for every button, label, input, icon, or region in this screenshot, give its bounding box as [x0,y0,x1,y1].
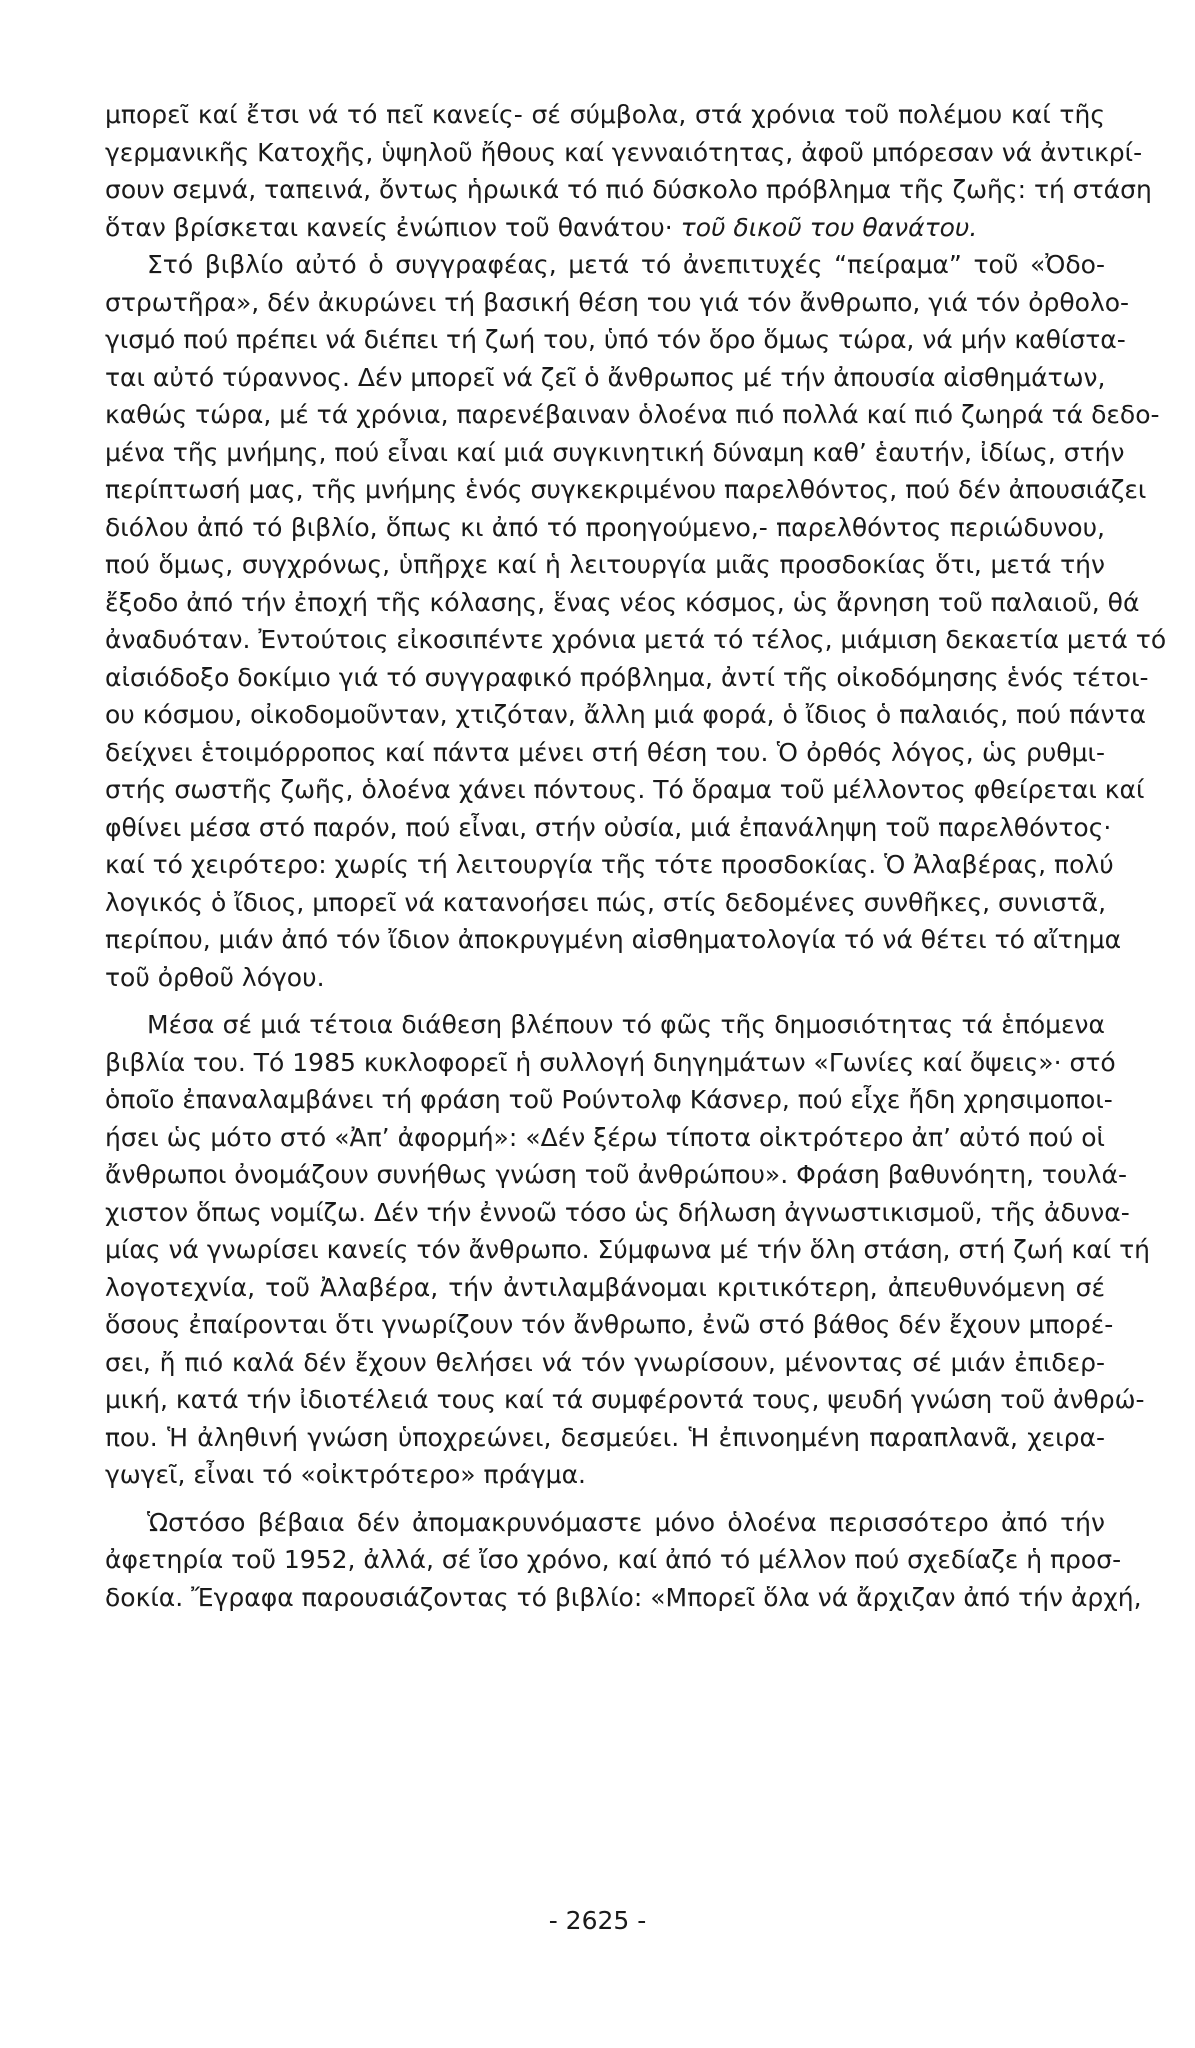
text-line: ἄνθρωποι ὀνομάζουν συνήθως γνώση τοῦ ἀνθρώπου». Φράση βαθυνόητη, τουλά- [105,1160,1127,1189]
text-line: λογικός ὁ ἴδιος, μπορεῖ νά κατανοήσει πώς, στίς δεδομένες συνθῆκες, συνιστᾶ, [105,887,1107,917]
page-number: - 2625 - [548,1906,647,1935]
text-line: μπορεῖ καί ἔτσι νά τό πεῖ κανείς- σέ σύμβολα, στά χρόνια τοῦ πολέμου καί τῆς [105,100,1105,129]
text-line: περίπτωσή μας, τῆς μνήμης ἑνός συγκεκριμένου παρελθόντος, πού δέν ἀπουσιάζει [105,475,1147,504]
text-line: στρωτῆρα», δέν ἀκυρώνει τή βασική θέση του γιά τόν ἄνθρωπο, γιά τόν ὀρθολο- [105,287,1130,317]
paragraph-2 [105,246,1167,996]
italic-phrase: τοῦ δικοῦ του θανάτου. [680,212,978,242]
text-line: μική, κατά τήν ἰδιοτέλειά τους καί τά συμφέροντά τους, ψευδή γνώση τοῦ ἀνθρώ- [105,1385,1145,1414]
text-line: Στό βιβλίο αὐτό ὁ συγγραφέας, μετά τό ἀνεπιτυχές “πείραμα” τοῦ «Ὀδο- [147,250,1105,279]
text-line: μένα τῆς μνήμης, πού εἶναι καί μιά συγκινητική δύναμη καθ’ ἑαυτήν, ἰδίως, στήν [105,437,1125,467]
text-line: ἀναδυόταν. Ἐντούτοις εἰκοσιπέντε χρόνια μετά τό τέλος, μιάμιση δεκαετία μετά τό [105,625,1167,654]
text-line: πού ὅμως, συγχρόνως, ὑπῆρχε καί ἡ λειτουργία μιᾶς προσδοκίας ὅτι, μετά τήν [105,550,1105,579]
text-line: ται αὐτό τύραννος. Δέν μπορεῖ νά ζεῖ ὁ ἄνθρωπος μέ τήν ἀπουσία αἰσθημάτων, [105,362,1106,392]
text-line: διόλου ἀπό τό βιβλίο, ὅπως κι ἀπό τό προηγούμενο,- παρελθόντος περιώδυνου, [105,512,1105,542]
text-line: που. Ἡ ἀληθινή γνώση ὑποχρεώνει, δεσμεύει. Ἡ ἐπινοημένη παραπλανᾶ, χειρα- [105,1422,1105,1452]
text-line: δοκία. Ἔγραφα παρουσιάζοντας τό βιβλίο: «Μπορεῖ ὅλα νά ἄρχιζαν ἀπό τήν ἀρχή, [105,1582,1142,1612]
text-line [105,209,1105,247]
text-line: ἀφετηρία τοῦ 1952, ἀλλά, σέ ἴσο χρόνο, καί ἀπό τό μέλλον πού σχεδίαζε ἡ προσ- [105,1545,1122,1574]
text-line: Ὡστόσο βέβαια δέν ἀπομακρυνόμαστε μόνο ὁλοένα περισσότερο ἀπό τήν [147,1507,1105,1537]
text-line: καί τό χειρότερο: χωρίς τή λειτουργία τῆς τότε προσδοκίας. Ὁ Ἀλαβέρας, πολύ [105,850,1114,879]
line-text: ὅταν βρίσκεται κανείς ἐνώπιον τοῦ θανάτου· [105,212,673,242]
text-line: μίας νά γνωρίσει κανείς τόν ἄνθρωπο. Σύμφωνα μέ τήν ὅλη στάση, στή ζωή καί τή [105,1235,1150,1264]
text-line: γισμό πού πρέπει νά διέπει τή ζωή του, ὑπό τόν ὅρο ὅμως τώρα, νά μήν καθίστα- [105,325,1126,354]
paragraph-3 [105,1006,1150,1494]
text-line: ὁποῖο ἐπαναλαμβάνει τή φράση τοῦ Ρούντολφ Κάσνερ, πού εἶχε ἤδη χρησιμοποι- [105,1085,1113,1114]
text-line: φθίνει μέσα στό παρόν, πού εἶναι, στήν οὐσία, μιά ἐπανάληψη τοῦ παρελθόντος· [105,812,1112,842]
text-line: περίπου, μιάν ἀπό τόν ἴδιον ἀποκρυγμένη αἰσθηματολογία τό νά θέτει τό αἴτημα [105,925,1122,954]
text-line: βιβλία του. Τό 1985 κυκλοφορεῖ ἡ συλλογή διηγημάτων «Γωνίες καί ὄψεις»· στό [105,1047,1116,1077]
paragraph-4 [105,1504,1142,1617]
text-line: Μέσα σέ μιά τέτοια διάθεση βλέπουν τό φῶς τῆς δημοσιότητας τά ἑπόμενα [147,1010,1105,1039]
paragraph-1 [105,96,1152,246]
text-line: σει, ἤ πιό καλά δέν ἔχουν θελήσει νά τόν γνωρίσουν, μένοντας σέ μιάν ἐπιδερ- [105,1347,1105,1377]
text-line: ήσει ὡς μότο στό «Ἀπ’ ἀφορμή»: «Δέν ξέρω τίποτα οἰκτρότερο ἀπ’ αὐτό πού οἱ [105,1122,1105,1152]
text-line: χιστον ὅπως νομίζω. Δέν τήν ἐννοῶ τόσο ὡς δήλωση ἀγνωστικισμοῦ, τῆς ἀδυνα- [105,1197,1130,1227]
text-line: δείχνει ἑτοιμόρροπος καί πάντα μένει στή θέση του. Ὁ ὀρθός λόγος, ὡς ρυθμι- [105,737,1105,767]
text-line: ὅσους ἐπαίρονται ὅτι γνωρίζουν τόν ἄνθρωπο, ἐνῶ στό βάθος δέν ἔχουν μπορέ- [105,1310,1114,1339]
text-line: λογοτεχνία, τοῦ Ἀλαβέρα, τήν ἀντιλαμβάνομαι κριτικότερη, ἀπευθυνόμενη σέ [105,1272,1105,1302]
text-line: ου κόσμου, οἰκοδομοῦνταν, χτιζόταν, ἄλλη μιά φορά, ὁ ἴδιος ὁ παλαιός, πού πάντα [105,700,1146,729]
text-line: στής σωστῆς ζωῆς, ὁλοένα χάνει πόντους. Τό ὅραμα τοῦ μέλλοντος φθείρεται καί [105,775,1145,804]
text-line: γωγεῖ, εἶναι τό «οἰκτρότερο» πράγμα. [105,1460,587,1489]
text-line: ἔξοδο ἀπό τήν ἐποχή τῆς κόλασης, ἕνας νέος κόσμος, ὡς ἄρνηση τοῦ παλαιοῦ, θά [105,587,1140,617]
text-line: γερμανικῆς Κατοχῆς, ὑψηλοῦ ἤθους καί γενναιότητας, ἀφοῦ μπόρεσαν νά ἀντικρί- [105,137,1143,167]
text-line: σουν σεμνά, ταπεινά, ὄντως ἡρωικά τό πιό δύσκολο πρόβλημα τῆς ζωῆς: τή στάση [105,175,1152,204]
document-body [105,96,1167,1616]
text-line: καθώς τώρα, μέ τά χρόνια, παρενέβαιναν ὁλοένα πιό πολλά καί πιό ζωηρά τά δεδο- [105,400,1160,429]
text-line: τοῦ ὀρθοῦ λόγου. [105,962,325,992]
text-line: αἰσιόδοξο δοκίμιο γιά τό συγγραφικό πρόβλημα, ἀντί τῆς οἰκοδόμησης ἑνός τέτοι- [105,662,1149,692]
